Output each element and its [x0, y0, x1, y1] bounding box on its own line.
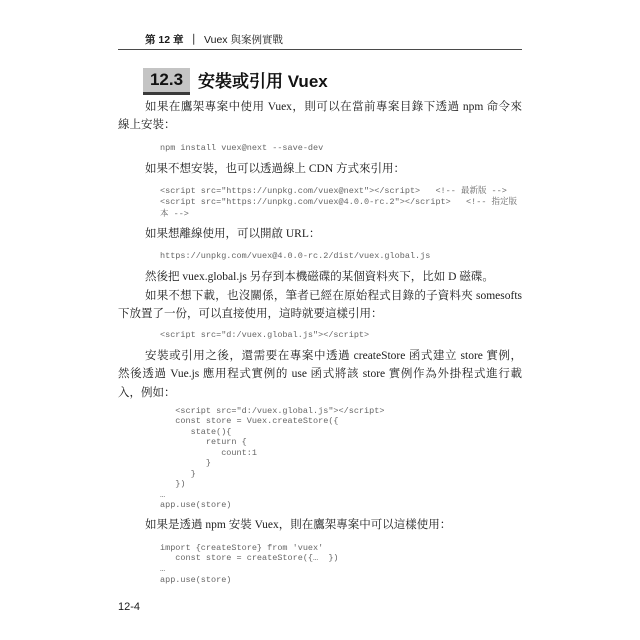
paragraph-line: 如果想離線使用，可以開啟 URL：: [145, 228, 321, 240]
code-line: <script src="https://unpkg.com/vuex@4.0.0-rc.2"></script> <!-- 指定版: [160, 197, 518, 207]
paragraph-cdn-intro: [118, 160, 522, 178]
code-line: return {: [160, 437, 247, 448]
paragraph-line: 下放置了一份，可以直接使用，這時就要這樣引用：: [118, 308, 383, 320]
code-line: count:1: [160, 447, 257, 458]
chapter-number: 第 12 章: [145, 34, 184, 46]
running-head-divider: ｜: [188, 34, 200, 46]
code-block-cdn: [160, 186, 517, 221]
paragraph-no-download: [118, 287, 522, 323]
code-line: https://unpkg.com/vuex@4.0.0-rc.2/dist/vuex.global.js: [160, 250, 431, 261]
code-line: app.use(store): [160, 500, 232, 511]
code-block-local-script: [160, 330, 369, 341]
code-line: import {createStore} from 'vuex': [160, 542, 324, 553]
code-line: npm install vuex@next --save-dev: [160, 142, 324, 153]
code-block-npm-install: [160, 143, 323, 154]
paragraph-line: 然後把 vuex.global.js 另存到本機磁碟的某個資料夾下，比如 D 磁碟。: [145, 271, 494, 283]
paragraph-line: 如果不想下載，也沒關係，筆者已經在原始程式目錄的子資料夾 somesofts: [145, 290, 522, 302]
running-head: [145, 33, 283, 47]
paragraph-line: 如果是透過 npm 安裝 Vuex，則在鷹架專案中可以這樣使用：: [145, 519, 452, 531]
code-line: state(){: [160, 426, 232, 437]
code-block-url: [160, 251, 430, 262]
code-block-use-plugin: [160, 406, 384, 511]
paragraph-line: 線上安裝：: [118, 119, 176, 131]
code-line: }: [160, 458, 212, 469]
code-line: …: [160, 489, 166, 500]
code-line: …: [160, 564, 166, 575]
code-line: <script src="https://unpkg.com/vuex@next"></script> <!-- 最新版 -->: [160, 185, 507, 196]
paragraph-npm-usage: [118, 516, 522, 534]
code-line: }): [160, 479, 186, 490]
code-line: }: [160, 468, 196, 479]
code-line: <script src="d:/vuex.global.js"></script>: [160, 329, 370, 340]
paragraph-use-plugin: [118, 347, 522, 403]
code-line: const store = createStore({… }): [160, 553, 339, 564]
paragraph-line: 如果不想安裝，也可以透過線上 CDN 方式來引用：: [145, 163, 406, 175]
paragraph-save-locally: [118, 268, 522, 286]
header-rule: [118, 49, 522, 50]
code-line: <script src="d:/vuex.global.js"></script>: [160, 405, 385, 416]
paragraph-offline-intro: [118, 225, 522, 243]
page-number: 12-4: [118, 601, 141, 613]
paragraph-line: 安裝或引用之後，還需要在專案中透過 createStore 函式建立 store 實例，: [145, 349, 522, 362]
paragraph-line: 如果在鷹架專案中使用 Vuex，則可以在當前專案目錄下透過 npm 命令來: [145, 101, 522, 113]
paragraph-line: 入，例如：: [118, 386, 176, 399]
code-block-npm-use: [160, 543, 339, 586]
section-title: 安裝或引用 Vuex: [198, 72, 328, 91]
chapter-title: Vuex 與案例實戰: [204, 34, 283, 46]
code-line: const store = Vuex.createStore({: [160, 416, 339, 427]
code-line: 本 -->: [160, 208, 189, 219]
code-line: app.use(store): [160, 574, 232, 585]
paragraph-line: 然後透過 Vue.js 應用程式實例的 use 函式將該 store 實例作為外掛程式進行載: [118, 368, 522, 381]
paragraph-npm-install-intro: [118, 98, 522, 134]
section-number: 12.3: [143, 68, 190, 95]
